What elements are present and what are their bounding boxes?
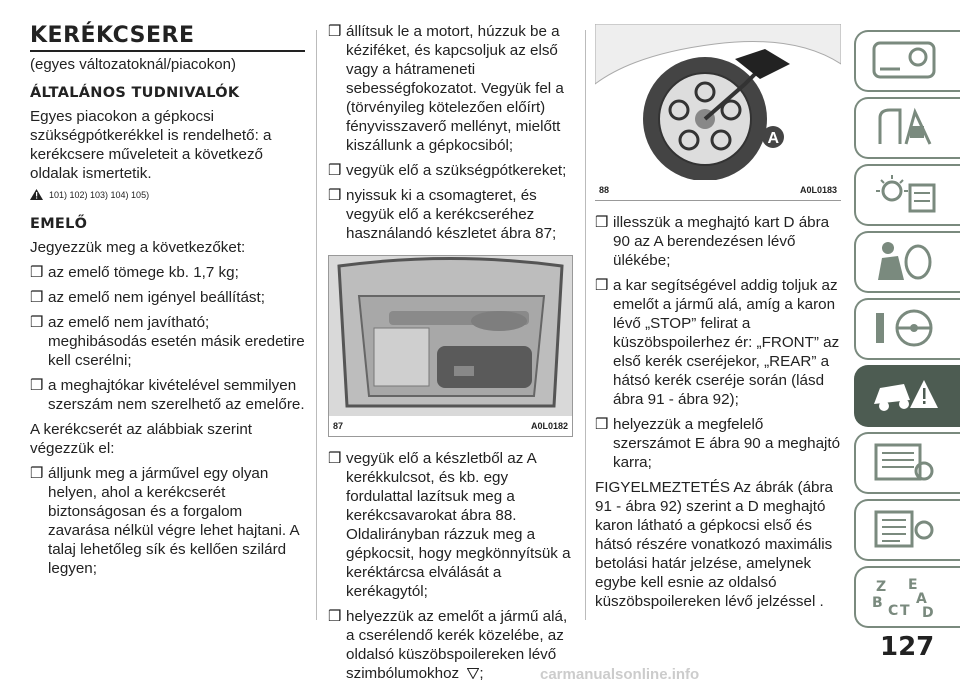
list-item: ❒ helyezzük a megfelelő szerszámot E ábra 90 a meghajtó karra; <box>595 416 841 471</box>
page-subtitle: (egyes változatoknál/piacokon) <box>30 56 236 73</box>
heading-general: ÁLTALÁNOS TUDNIVALÓK <box>30 85 240 101</box>
heading-jack: EMELŐ <box>30 216 88 232</box>
list-item: ❒ az emelő nem igényel beállítást; <box>30 289 265 306</box>
column-left <box>30 24 305 584</box>
seatbelt-icon <box>870 106 940 148</box>
list-item: ❒ az emelő tömege kb. 1,7 kg; <box>30 264 239 281</box>
tab-index[interactable] <box>854 566 960 628</box>
trunk-image <box>329 256 572 416</box>
tab-airbag[interactable] <box>854 231 960 293</box>
footer-watermark: carmanualsonline.info <box>540 666 700 683</box>
page-title: KERÉKCSERE <box>30 23 195 48</box>
tab-warning-lights[interactable] <box>854 164 960 226</box>
jack-intro: Jegyezzük meg a következőket: <box>30 239 246 256</box>
figure-88 <box>595 24 841 201</box>
index-letter: C <box>888 603 899 617</box>
warning-refs-text: 101) 102) 103) 104) 105) <box>49 189 150 200</box>
tab-emergency[interactable] <box>854 365 960 427</box>
figure-caption <box>595 180 841 200</box>
index-letter: D <box>922 605 934 617</box>
airbag-icon <box>870 240 940 282</box>
tab-safety[interactable] <box>854 97 960 159</box>
list-item: ❒ álljunk meg a járművel egy olyan helyen, ahol a kerékcserét biztonságosan és a forgalom zavarása nélkül végre lehet hajtani. A talaj lehetőleg sík és kellően szilárd legyen; <box>30 465 299 577</box>
checkbox-bullet-icon: ❒ <box>30 314 44 331</box>
tab-specifications[interactable] <box>854 499 960 561</box>
tab-driving[interactable] <box>854 298 960 360</box>
warning-text: FIGYELMEZTETÉS Az ábrák (ábra 91 - ábra 92) szerint a D meghajtó karon látható a gépkocsi első és hátsó részére vonatkozó maximális betolási határ jelzése, amelynek egybe kell esnie az oldalsó küszöbspoilereken lévő jelzéssel . <box>595 479 834 610</box>
page-number: 127 <box>880 632 935 662</box>
breakdown-icon <box>870 374 940 416</box>
procedure-intro: A kerékcserét az alábbiak szerint végezzük el: <box>30 421 253 457</box>
dashboard-icon <box>870 39 940 81</box>
wheel-image <box>595 24 841 180</box>
list-item: ❒ az emelő nem javítható; meghibásodás esetén másik eredetire kell cserélni; <box>30 314 305 369</box>
list-item: ❒ vegyük elő a készletből az A kerékkulcsot, és kb. egy fordulattal lazítsuk meg a kerékcsavarokat ábra 88. Oldalirányban rázzuk meg a gépkocsit, hogy megkönnyítsük a keréktárcsa elválását a kerékagytól; <box>328 450 571 600</box>
general-text: Egyes piacokon a gépkocsi szükségpótkerékkel is rendelhető: a kerékcsere műveleteit a következő oldalak ismertetik. <box>30 108 272 182</box>
figure-number: 88 <box>599 185 610 195</box>
list-item: ❒ vegyük elő a szükségpótkereket; <box>328 162 567 179</box>
figure-number: 87 <box>333 421 344 431</box>
index-letter: T <box>900 603 910 617</box>
figure-code: A0L0183 <box>799 185 837 195</box>
title-rule <box>30 50 305 52</box>
list-item: ❒ illesszük a meghajtó kart D ábra 90 az A berendezésen lévő ülékébe; <box>595 214 830 269</box>
list-item: ❒ helyezzük az emelőt a jármű alá, a cserélendő kerék közelébe, az oldalsó küszöbspoilereken lévő szimbólumokhoz ; <box>328 608 568 682</box>
index-icon <box>870 575 940 617</box>
index-letter: A <box>916 591 927 607</box>
list-item: ❒ nyissuk ki a csomagteret, és vegyük elő a kerékcseréhez használandó készletet ábra 87; <box>328 187 557 242</box>
list-item: ❒ a kar segítségével addig toljuk az emelőt a jármű alá, amíg a karon lévő „STOP” felirat a küszöbspoilerhez ér: „FRONT” az első kerék cseréjekor, „REAR” a hátsó kerék cseréje során (lásd ábra 91 - ábra 92); <box>595 277 840 408</box>
warning-triangle-icon <box>30 189 43 200</box>
checkbox-bullet-icon: ❒ <box>30 465 44 482</box>
list-item: ❒ a meghajtókar kivételével semmilyen szerszám nem szerelhető az emelőre. <box>30 377 305 413</box>
steering-wheel-icon <box>870 307 940 349</box>
tab-maintenance[interactable] <box>854 432 960 494</box>
checkbox-bullet-icon: ❒ <box>595 277 609 294</box>
checkbox-bullet-icon: ❒ <box>328 608 342 625</box>
figure-caption <box>329 416 572 436</box>
column-divider <box>585 30 586 620</box>
figure-code: A0L0182 <box>530 421 568 431</box>
index-letter: E <box>908 577 918 593</box>
figure-87 <box>328 255 573 437</box>
column-right <box>595 24 845 617</box>
checkbox-bullet-icon: ❒ <box>328 450 342 467</box>
checkbox-bullet-icon: ❒ <box>30 377 44 394</box>
jack-position-symbol-icon <box>467 668 479 679</box>
checkbox-bullet-icon: ❒ <box>30 289 44 306</box>
column-middle <box>328 22 573 689</box>
index-letter: B <box>872 595 883 611</box>
column-divider <box>316 30 317 620</box>
figure-label-a: A <box>767 130 780 147</box>
warning-refs <box>30 189 305 200</box>
list-item: ❒ állítsuk le a motort, húzzuk be a kéziféket, és kapcsoljuk az első vagy a hátrameneti sebességfokozatot. Vegyük fel a (törvényileg kötelezően előírt) fényvisszaverő mellényt, mielőtt kiszállunk a gépkocsiból; <box>328 23 564 154</box>
specifications-icon <box>870 508 940 550</box>
index-letter: Z <box>876 579 887 595</box>
chapter-tabs <box>854 30 960 633</box>
checkbox-bullet-icon: ❒ <box>328 23 342 40</box>
checkbox-bullet-icon: ❒ <box>30 264 44 281</box>
checkbox-bullet-icon: ❒ <box>595 416 609 433</box>
checkbox-bullet-icon: ❒ <box>328 187 342 204</box>
tab-dashboard[interactable] <box>854 30 960 92</box>
checkbox-bullet-icon: ❒ <box>328 162 342 179</box>
warning-lights-icon <box>870 173 940 215</box>
maintenance-icon <box>870 441 940 483</box>
checkbox-bullet-icon: ❒ <box>595 214 609 231</box>
